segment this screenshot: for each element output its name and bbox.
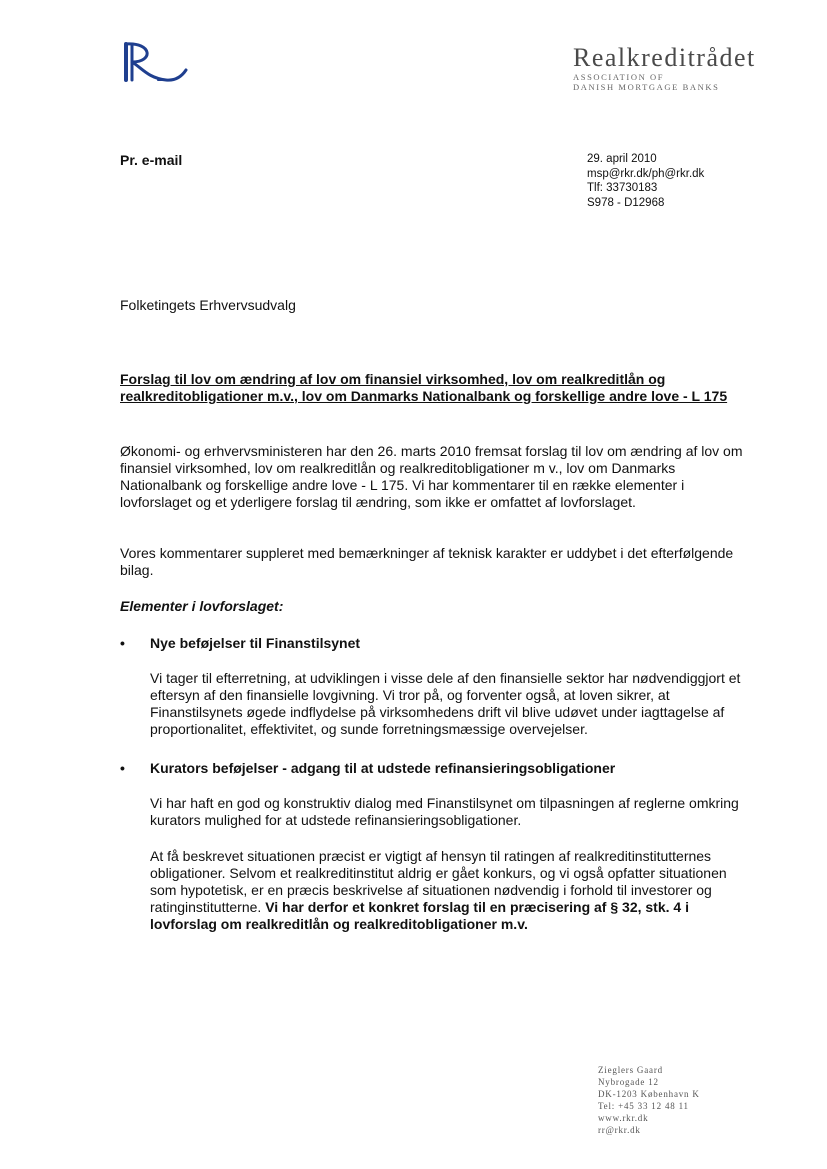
bullet-2-text-2-bold: Vi har derfor et konkret forslag til en præcisering af § 32, stk. 4 i lovforslag om realkreditlån og realkreditobligationer m.v. [150,899,689,932]
organization-name: Realkreditrådet [573,43,756,72]
letter-meta [587,152,704,210]
subject-heading: Forslag til lov om ændring af lov om finansiel virksomhed, lov om realkreditlån og realkreditobligationer m.v., lov om Danmarks Nationalbank og forskellige andre love - L 175 [120,371,728,404]
organization-header [573,44,803,92]
footer-address [598,1064,700,1136]
letter-date: 29. april 2010 [587,153,657,165]
organization-subtitle-2: DANISH MORTGAGE BANKS [573,82,720,92]
letter-reference: S978 - D12968 [587,196,665,209]
organization-subtitle-1: ASSOCIATION OF [573,72,665,82]
bullet-1-symbol: • [120,635,125,651]
section-title: Elementer i lovforslaget: [120,598,284,614]
bullet-1-text: Vi tager til efterretning, at udviklingen i visse dele af den finansielle sektor har nødvendiggjort et eftersyn af den finansielle lovgivning. Vi tror på, og forventer også, at loven sikrer, at Finanstilsynets øgede indflydelse på virksomhedens drift vil blive udøvet under iagttagelse af proportionalitet, effektivitet, og sunde forretningsmæssige overvejelser. [150,670,741,737]
logo-icon [118,40,192,84]
footer-line-5: www.rkr.dk [598,1113,649,1123]
bullet-2-symbol: • [120,760,125,776]
footer-line-4: Tel: +45 33 12 48 11 [598,1101,689,1111]
footer-line-3: DK-1203 København K [598,1089,700,1099]
footer-line-2: Nybrogade 12 [598,1077,659,1087]
bullet-2-title: Kurators beføjelser - adgang til at udstede refinansieringsobligationer [150,760,616,776]
bullet-2-text-2-regular: At få beskrevet situationen præcist er vigtigt af hensyn til ratingen af realkreditinstitutternes obligationer. Selvom et realkreditinstitut aldrig er gået konkurs, og vi også opfatter situationen som hypotetisk, er en præcis beskrivelse af situationen nødvendig i forhold til investorer og ratinginstitutterne. [150,848,727,915]
recipient: Folketingets Erhvervsudvalg [120,297,296,313]
footer-line-1: Zieglers Gaard [598,1065,663,1075]
bullet-2-text-1: Vi har haft en god og konstruktiv dialog med Finanstilsynet om tilpasningen af reglerne omkring kurators mulighed for at udstede refinansieringsobligationer. [150,795,739,828]
sending-method: Pr. e-mail [120,152,183,168]
bullet-1-title: Nye beføjelser til Finanstilsynet [150,635,361,651]
intro-paragraph: Økonomi- og erhvervsministeren har den 26. marts 2010 fremsat forslag til lov om ændring af lov om finansiel virksomhed, lov om realkreditlån og realkreditobligationer m v., lov om Danmarks Nationalbank og forskellige andre love - L 175. Vi har kommentarer til en række elementer i lovforslaget og et yderligere forslag til ændring, som ikke er omfattet af lovforslaget. [120,443,743,510]
letter-phone: Tlf: 33730183 [587,182,658,194]
bilag-paragraph: Vores kommentarer suppleret med bemærkninger af teknisk karakter er uddybet i det efterfølgende bilag. [120,545,734,578]
bullet-2-text-2 [150,848,750,933]
footer-line-6: rr@rkr.dk [598,1125,641,1135]
letter-email: msp@rkr.dk/ph@rkr.dk [587,167,705,180]
